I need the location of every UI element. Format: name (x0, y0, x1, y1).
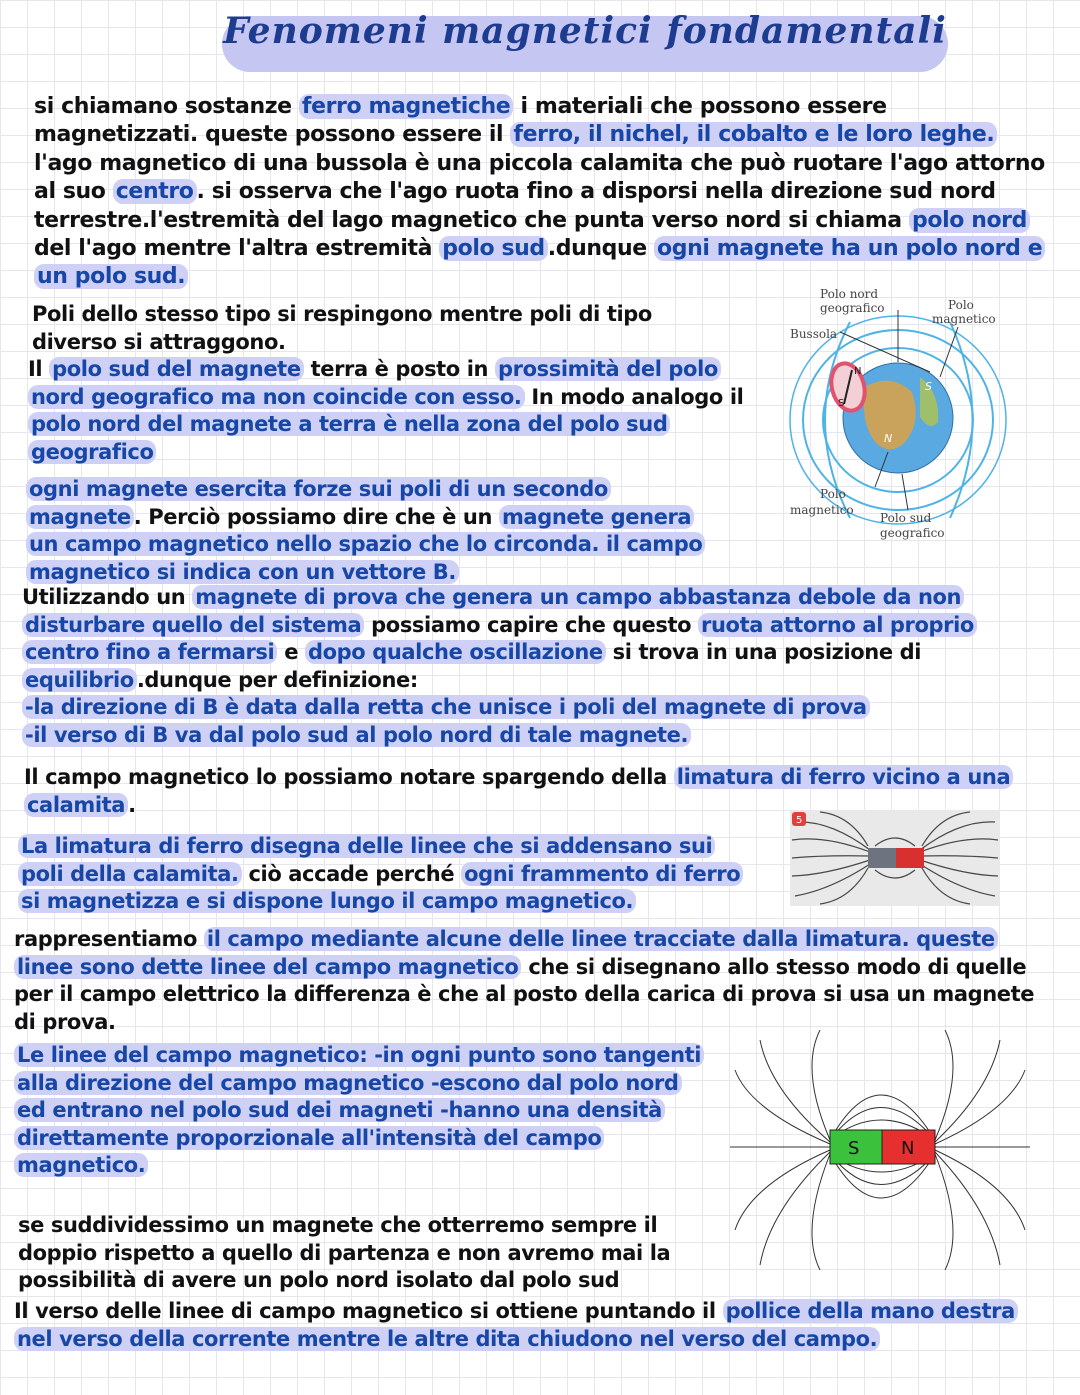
paragraph-right-hand-rule (14, 1298, 1054, 1353)
body-text: . Perciò possiamo dire che è un (133, 504, 499, 529)
body-text: Poli dello stesso tipo si respingono mentre poli di tipo diverso si attraggono. (32, 302, 652, 354)
body-text: e (277, 640, 305, 665)
label-magnetic-pole-bottom-1: Polo (820, 487, 846, 501)
highlighted-text: ogni magnete esercita forze sui poli di un secondo magnete (26, 477, 611, 529)
highlighted-text: ruota attorno al proprio centro fino a fermarsi (22, 613, 977, 665)
paragraph-filings-lines (18, 833, 748, 916)
label-north-geographic-2: geografico (820, 301, 885, 315)
highlighted-text: magnete genera un campo magnetico nello spazio che lo circonda. il campo magnetico si indica con un vettore B. (26, 505, 705, 584)
highlighted-text: polo sud (439, 236, 547, 261)
paragraph-magnet-division (18, 1212, 708, 1295)
highlighted-text: polo sud del magnete (49, 357, 304, 381)
body-text: Il campo magnetico lo possiamo notare spargendo della (24, 765, 674, 789)
definition-verse (22, 722, 1022, 750)
highlighted-text: equilibrio (22, 668, 137, 692)
paragraph-ferromagnetic (34, 93, 1049, 292)
magnet-south-label: S (848, 1138, 860, 1159)
highlighted-text: -la direzione di B è data dalla retta che unisce i poli del magnete di prova (22, 695, 870, 719)
body-text: .dunque per definizione: (136, 667, 418, 692)
body-text: del l'ago mentre l'altra estremità (34, 236, 440, 262)
paragraph-poles-interaction (32, 301, 732, 356)
paragraph-magnetic-field (26, 476, 726, 586)
highlighted-text: magnete di prova che genera un campo abbastanza debole da non disturbare quello del sistema (22, 585, 964, 637)
body-text: possiamo capire che questo (364, 612, 699, 637)
page-title: Fenomeni magnetici fondamentali (223, 10, 947, 52)
figure-badge: 5 (796, 815, 803, 826)
highlighted-text: ogni magnete ha un polo nord e un polo sud. (34, 236, 1045, 289)
label-compass: Bussola (790, 327, 838, 341)
paragraph-test-magnet (22, 584, 1022, 694)
body-text: Il (28, 357, 50, 381)
body-text: .dunque (547, 236, 655, 262)
highlighted-text: ogni frammento di ferro si magnetizza e si dispone lungo il campo magnetico. (18, 862, 743, 914)
label-magnetic-pole-bottom-2: magnetico (790, 503, 854, 517)
highlighted-text: -il verso di B va dal polo sud al polo nord di tale magnete. (22, 723, 691, 747)
highlighted-text: limatura di ferro vicino a una calamita (24, 765, 1013, 817)
body-text: si chiamano sostanze (34, 94, 299, 119)
filings-magnet-gray (868, 848, 896, 868)
paragraph-line-properties (14, 1042, 704, 1180)
body-text: si trova in una posizione di (605, 640, 922, 665)
highlighted-text: centro (113, 179, 197, 204)
body-text: . si osserva che l'ago ruota fino a disporsi nella direzione sud nord terrestre.l'estremità del lago magnetico che punta verso nord si chiama (34, 179, 996, 233)
body-text: rappresentiamo (14, 927, 204, 951)
label-south-geographic-1: Polo sud (880, 511, 932, 525)
highlighted-text: prossimità del polo nord geografico ma non coincide con esso. (28, 357, 721, 409)
highlighted-text: polo nord (909, 208, 1030, 233)
body-text: Il verso delle linee di campo magnetico si ottiene puntando il (14, 1299, 723, 1323)
label-magnetic-pole-top-1: Polo (948, 298, 974, 312)
body-text: Utilizzando un (22, 585, 193, 609)
paragraph-field-lines (14, 926, 1044, 1036)
highlighted-text: pollice della mano destra nel verso della corrente mentre le altre dita chiudono nel verso del campo. (14, 1299, 1018, 1351)
highlighted-text: il campo mediante alcune delle linee tracciate dalla limatura. queste linee sono dette linee del campo magnetico (14, 927, 998, 979)
highlighted-text: polo nord del magnete a terra è nella zona del polo sud geografico (28, 412, 670, 464)
magnet-north-label: N (901, 1138, 915, 1159)
highlighted-text: dopo qualche oscillazione (305, 640, 606, 664)
paragraph-earth-magnet (28, 356, 758, 466)
definition-direction (22, 694, 1022, 722)
highlighted-text: La limatura di ferro disegna delle linee che si addensano sui poli della calamita. (18, 834, 715, 886)
iron-filings-photo (790, 810, 1000, 906)
body-text: . (128, 792, 136, 817)
body-text: i materiali che possono essere magnetizzati. queste possono essere il (34, 94, 887, 148)
label-south-geographic-2: geografico (880, 526, 945, 540)
body-text: l'ago magnetico di una bussola è una piccola calamita che può ruotare l'ago attorno al suo (34, 150, 1045, 205)
earth-magnetic-field-diagram (780, 282, 1020, 552)
body-text: se suddividessimo un magnete che otterremo sempre il doppio rispetto a quello di partenza e non avremo mai la possibilità di avere un polo nord isolato dal polo sud (18, 1213, 671, 1293)
earth-pole-s: S (925, 380, 932, 393)
bar-magnet-field-diagram (730, 1030, 1030, 1270)
body-text: In modo analogo il (524, 384, 744, 409)
body-text: che si disegnano allo stesso modo di quelle per il campo elettrico la differenza è che al posto della carica di prova si usa un magnete di prova. (14, 954, 1035, 1034)
filings-magnet-red (896, 848, 924, 868)
earth-pole-n: N (884, 432, 893, 445)
compass-n-letter: N (854, 366, 862, 377)
body-text: terra è posto in (303, 357, 496, 381)
compass-s-letter: S (838, 398, 845, 409)
label-north-geographic-1: Polo nord (820, 287, 879, 301)
highlighted-text: Le linee del campo magnetico: -in ogni punto sono tangenti alla direzione del campo magnetico -escono dal polo nord ed entrano nel polo sud dei magneti -hanno una densità direttamente proporzionale all'intensità del campo magnetico. (14, 1043, 704, 1177)
body-text: ciò accade perché (241, 861, 462, 886)
highlighted-text: ferro, il nichel, il cobalto e le loro leghe. (510, 122, 997, 147)
highlighted-text: ferro magnetiche (299, 94, 513, 119)
label-magnetic-pole-top-2: magnetico (932, 312, 996, 326)
